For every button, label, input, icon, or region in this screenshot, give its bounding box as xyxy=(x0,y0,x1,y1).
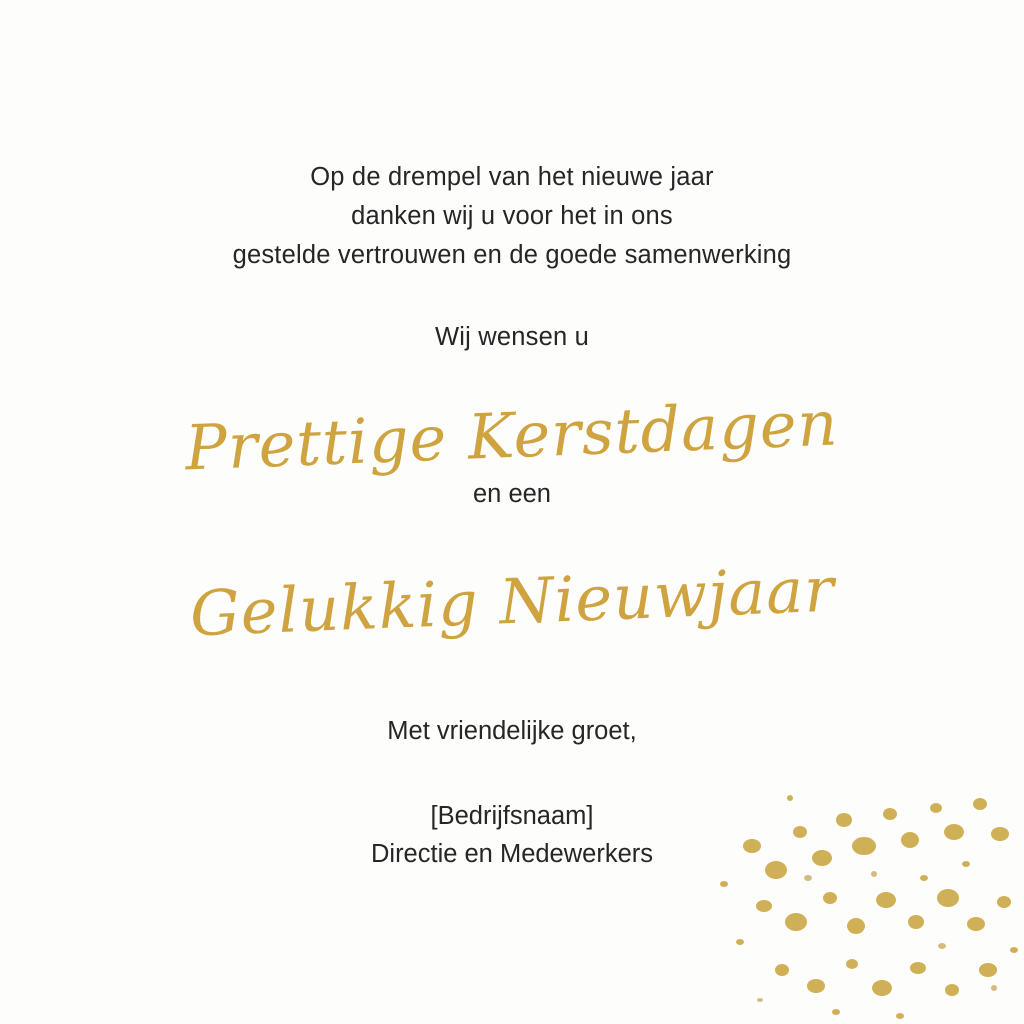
intro-line-2: danken wij u voor het in ons xyxy=(351,202,673,230)
signature-block xyxy=(371,797,653,873)
intro-line-1: Op de drempel van het nieuwe jaar xyxy=(310,163,714,191)
intro-line-3: gestelde vertrouwen en de goede samenwerking xyxy=(232,241,792,269)
newyear-greeting: Gelukkig Nieuwjaar xyxy=(188,552,836,651)
company-name: [Bedrijfsnaam] xyxy=(430,802,594,830)
wish-intro-text: Wij wensen u xyxy=(434,323,590,351)
connector-text: en een xyxy=(473,480,551,508)
company-role: Directie en Medewerkers xyxy=(370,840,654,868)
closing-text: Met vriendelijke groet, xyxy=(387,717,637,745)
intro-paragraph xyxy=(233,158,792,275)
christmas-greeting: Prettige Kerstdagen xyxy=(184,386,840,485)
